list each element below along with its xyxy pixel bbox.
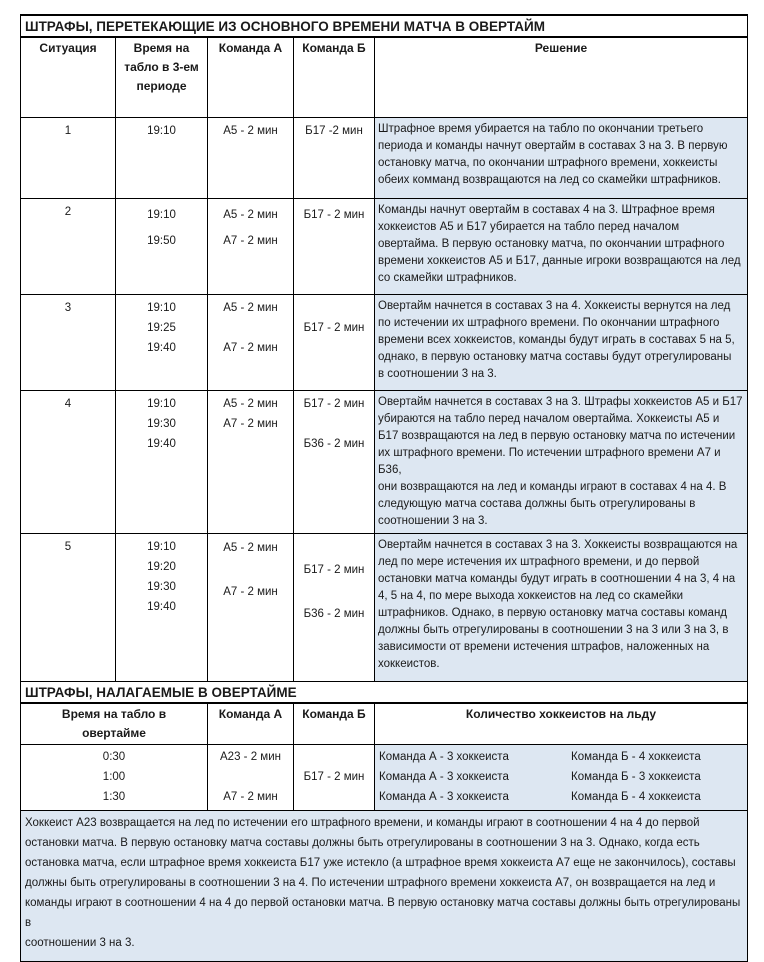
count-row: Команда А - 3 хоккеиста Команда Б - 4 хоккеиста	[379, 747, 743, 767]
decision-cell: Штрафное время убирается на табло по окончании третьего периода и команды начнут овертайм в составах 3 на 3. В первую остановку матча, по окончании штрафного времени, хоккеисты обеих комманд возвращаются на лед со скамейки штрафников.	[375, 117, 748, 198]
document	[20, 14, 747, 962]
header-count: Количество хоккеистов на льду	[375, 703, 748, 745]
time-cell: 19:10 19:50	[116, 198, 208, 294]
time-cell: 19:10 19:20 19:30 19:40	[116, 533, 208, 681]
player-count-cell	[375, 745, 748, 811]
section2-title: ШТРАФЫ, НАЛАГАЕМЫЕ В ОВЕРТАЙМЕ	[21, 682, 748, 703]
table-row	[21, 117, 748, 198]
count-row: Команда А - 3 хоккеиста Команда Б - 4 хоккеиста	[379, 787, 743, 807]
table-row	[21, 294, 748, 390]
time-cell: 19:10	[116, 117, 208, 198]
situation-number: 5	[21, 533, 116, 681]
team-a-cell: А23 - 2 мин А7 - 2 мин	[208, 745, 294, 811]
header-decision: Решение	[375, 37, 748, 117]
header-time: Время на табло в овертайме	[21, 703, 208, 745]
header-situation: Ситуация	[21, 37, 116, 117]
decision-cell: Овертайм начнется в составах 3 на 4. Хоккеисты вернутся на лед по истечении их штрафного времени. По окончании штрафного времени всех хоккеистов, команды будут играть в составах 5 на 5, однако, в первую остановку матча составы будут отрегулированы в соотношении 3 на 3.	[375, 294, 748, 390]
situation-number: 4	[21, 390, 116, 533]
header-team-b: Команда Б	[294, 37, 375, 117]
team-a-cell: А5 - 2 мин А7 - 2 мин	[208, 390, 294, 533]
header-team-a: Команда А	[208, 703, 294, 745]
team-b-cell: Б17 - 2 мин Б36 - 2 мин	[294, 390, 375, 533]
time-cell: 19:10 19:25 19:40	[116, 294, 208, 390]
decision-cell: Команды начнут овертайм в составах 4 на 3. Штрафное время хоккеистов А5 и Б17 убирается на табло перед началом овертайма. В первую остановку матча, по окончании штрафного времени хоккеистов А5 и Б17, данные игроки возвращаются на лед со скамейки штрафников.	[375, 198, 748, 294]
team-b-cell: Б17 -2 мин	[294, 117, 375, 198]
overtime-note: Хоккеист А23 возвращается на лед по истечении его штрафного времени, и команды играют в соотношении 4 на 4 до первой остановки матча. В первую остановку матча составы должны быть отрегулированы в соотношении 3 на 3. Однако, когда есть остановка матча, если штрафное время хоккеиста Б17 уже истекло (а штрафное время хоккеиста А7 еще не закончилось), составы должны быть отрегулированы в соотношении 3 на 4. По истечении штрафного времени хоккеиста А7, он возвращается на лед и команды играют в соотношении 4 на 4 до первой остановки матча. В первую остановку матча составы должны быть отрегулированы в соотношении 3 на 3.	[21, 811, 748, 962]
team-a-cell: А5 - 2 мин	[208, 117, 294, 198]
team-b-cell: Б17 - 2 мин	[294, 294, 375, 390]
decision-cell: Овертайм начнется в составах 3 на 3. Хоккеисты возвращаются на лед по мере истечения их штрафного времени, и до первой остановки матча команды будут играть в соотношении 4 на 3, 4 на 4, 5 на 4, по мере выхода хоккеистов на лед со скамейки штрафников. Однако, в первую остановку матча составы команд должны быть отрегулированы в соотношении 3 на 3 или 3 на 3, в зависимости от времени истечения штрафов, наложенных на хоккеистов.	[375, 533, 748, 681]
decision-cell: Овертайм начнется в составах 3 на 3. Штрафы хоккеистов А5 и Б17 убираются на табло перед началом овертайма. Хоккеисты А5 и Б17 возвращаются на лед в первую остановку матча по истечении их штрафного времени. По истечении штрафного времени А7 и Б36, они возвращаются на лед и команды играют в составах 4 на 4. В следующую матча состава должны быть отрегулированы в соотношении 3 на 3.	[375, 390, 748, 533]
team-a-cell: А5 - 2 мин А7 - 2 мин	[208, 198, 294, 294]
header-time: Время на табло в 3-ем периоде	[116, 37, 208, 117]
situation-number: 1	[21, 117, 116, 198]
table-row	[21, 745, 748, 811]
section1-title: ШТРАФЫ, ПЕРЕТЕКАЮЩИЕ ИЗ ОСНОВНОГО ВРЕМЕНИ МАТЧА В ОВЕРТАЙМ	[21, 15, 748, 37]
overflow-penalties-table	[20, 14, 748, 682]
table-row	[21, 198, 748, 294]
team-b-cell: Б17 - 2 мин	[294, 745, 375, 811]
table-row	[21, 390, 748, 533]
situation-number: 2	[21, 198, 116, 294]
time-cell: 19:10 19:30 19:40	[116, 390, 208, 533]
overtime-penalties-table	[20, 682, 748, 962]
team-b-cell: Б17 - 2 мин Б36 - 2 мин	[294, 533, 375, 681]
time-cell: 0:30 1:00 1:30	[21, 745, 208, 811]
header-team-b: Команда Б	[294, 703, 375, 745]
table-row	[21, 533, 748, 681]
team-a-cell: А5 - 2 мин А7 - 2 мин	[208, 533, 294, 681]
team-b-cell: Б17 - 2 мин	[294, 198, 375, 294]
situation-number: 3	[21, 294, 116, 390]
header-team-a: Команда А	[208, 37, 294, 117]
count-row: Команда А - 3 хоккеиста Команда Б - 3 хоккеиста	[379, 767, 743, 787]
team-a-cell: А5 - 2 мин А7 - 2 мин	[208, 294, 294, 390]
